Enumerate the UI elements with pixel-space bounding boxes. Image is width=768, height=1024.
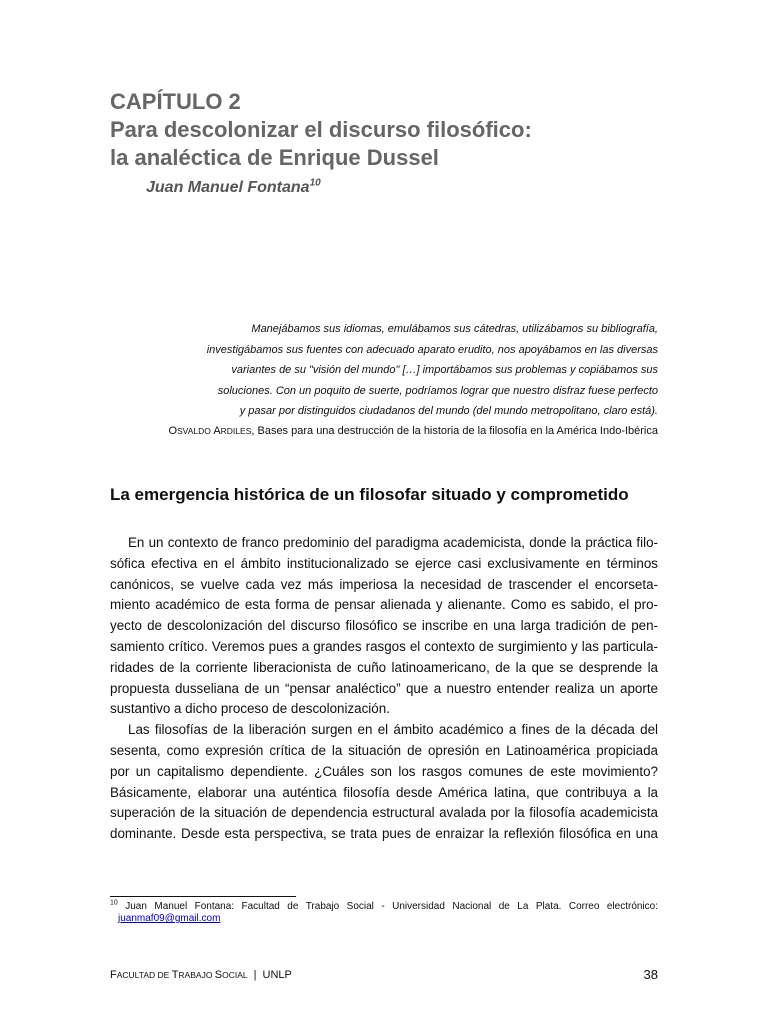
footer-initial: F [110, 969, 117, 981]
body-line: yecto de descolonización del discurso filosófico se inscribe en una larga tradición de pen- [110, 618, 658, 634]
footer-word: RABAJO [178, 970, 215, 980]
chapter-author [146, 179, 321, 197]
body-line: por un capitalismo dependiente. ¿Cuáles son los rasgos comunes de este movimiento? [110, 763, 658, 779]
epigraph-line: y pasar por distinguidos ciudadanos del mundo (del mundo metropolitano, claro está). [239, 405, 658, 417]
epigraph-attribution [110, 425, 658, 437]
body-line: sustantivo a dicho proceso de descolonización. [110, 701, 390, 717]
epigraph-line: soluciones. Con un poquito de suerte, podríamos lograr que nuestro disfraz fuese perfecto [217, 384, 658, 397]
section-title: La emergencia histórica de un filosofar situado y comprometido [110, 485, 629, 504]
body-line: propuesta dusseliana de un “pensar analéctico” que a nuestro entender realiza un aporte [110, 680, 658, 696]
author-footnote-ref: 10 [309, 177, 321, 189]
footer-initial: T [171, 969, 179, 981]
footer-university: UNLP [262, 969, 292, 981]
body-line: Básicamente, elaborar una auténtica filosofía desde América latina, que contribuya a la [110, 784, 658, 800]
body-line: En un contexto de franco predominio del paradigma academicista, donde la práctica filo- [128, 535, 658, 550]
body-line: ridades de la corriente liberacionista de cuño latinoamericano, de la que se desprende la [110, 659, 658, 675]
chapter-title-line-2: la analéctica de Enrique Dussel [110, 145, 439, 170]
footnote-text: Juan Manuel Fontana: Facultad de Trabajo Social - Universidad Nacional de La Plata. Correo electrónico: [117, 901, 658, 912]
chapter-title-line-1: Para descolonizar el discurso filosófico: [110, 117, 532, 142]
attribution-name-part: RDILES [220, 426, 252, 436]
epigraph-line: variantes de su "visión del mundo" […] importábamos sus problemas y copiábamos sus [231, 364, 658, 376]
attribution-name-part: SVALDO [177, 426, 211, 436]
footnote-email-link[interactable]: juanmaf09@gmail.com [118, 913, 221, 924]
attribution-initial: A [213, 425, 221, 437]
body-text [110, 533, 658, 845]
body-line: canónicos, se vuelve cada vez más imperiosa la necesidad de trascender el encorseta- [110, 576, 658, 592]
chapter-number: CAPÍTULO 2 [110, 89, 241, 114]
chapter-heading [110, 88, 658, 172]
page-number: 38 [643, 967, 658, 982]
document-page [110, 0, 658, 1024]
body-line: sesenta, como expresión crítica de la situación de opresión en Latinoamérica propiciada [110, 742, 658, 758]
footer-initial: S [214, 969, 223, 981]
author-name: Juan Manuel Fontana [146, 179, 310, 196]
footer-separator: | [253, 969, 257, 981]
footnote [110, 901, 658, 925]
footnote-line [110, 913, 658, 925]
attribution-initial: O [168, 425, 177, 437]
epigraph-line: Manejábamos sus idiomas, emulábamos sus cátedras, utilizábamos su bibliografía, [251, 323, 658, 335]
body-line: miento académico de esta forma de pensar alienada y alienante. Como es sabido, el pro- [110, 597, 658, 613]
footnote-divider [110, 896, 296, 897]
body-line: superación de la situación de dependencia estructural avalada por la filosofía academicista [110, 805, 658, 821]
epigraph-line: investigábamos sus fuentes con adecuado aparato erudito, nos apoyábamos en las diversas [206, 343, 658, 356]
footnote-line [110, 901, 658, 913]
footer-institution [110, 969, 292, 981]
body-line: samiento crítico. Veremos pues a grandes rasgos el contexto de surgimiento y las particula- [110, 638, 658, 654]
footer-word: OCIAL [222, 970, 248, 980]
body-line: sófica efectiva en el ámbito institucionalizado se ejerce casi exclusivamente en términos [110, 555, 658, 571]
epigraph [110, 319, 658, 422]
footnote-number: 10 [110, 899, 118, 907]
body-line: dominante. Desde esta perspectiva, se trata pues de enraizar la reflexión filosófica en una [110, 826, 658, 842]
attribution-work: , Bases para una destrucción de la historia de la filosofía en la América Indo-Ibérica [251, 425, 658, 437]
footer-word: ACULTAD DE [116, 970, 172, 980]
body-line: Las filosofías de la liberación surgen en el ámbito académico a fines de la década del [128, 722, 658, 738]
